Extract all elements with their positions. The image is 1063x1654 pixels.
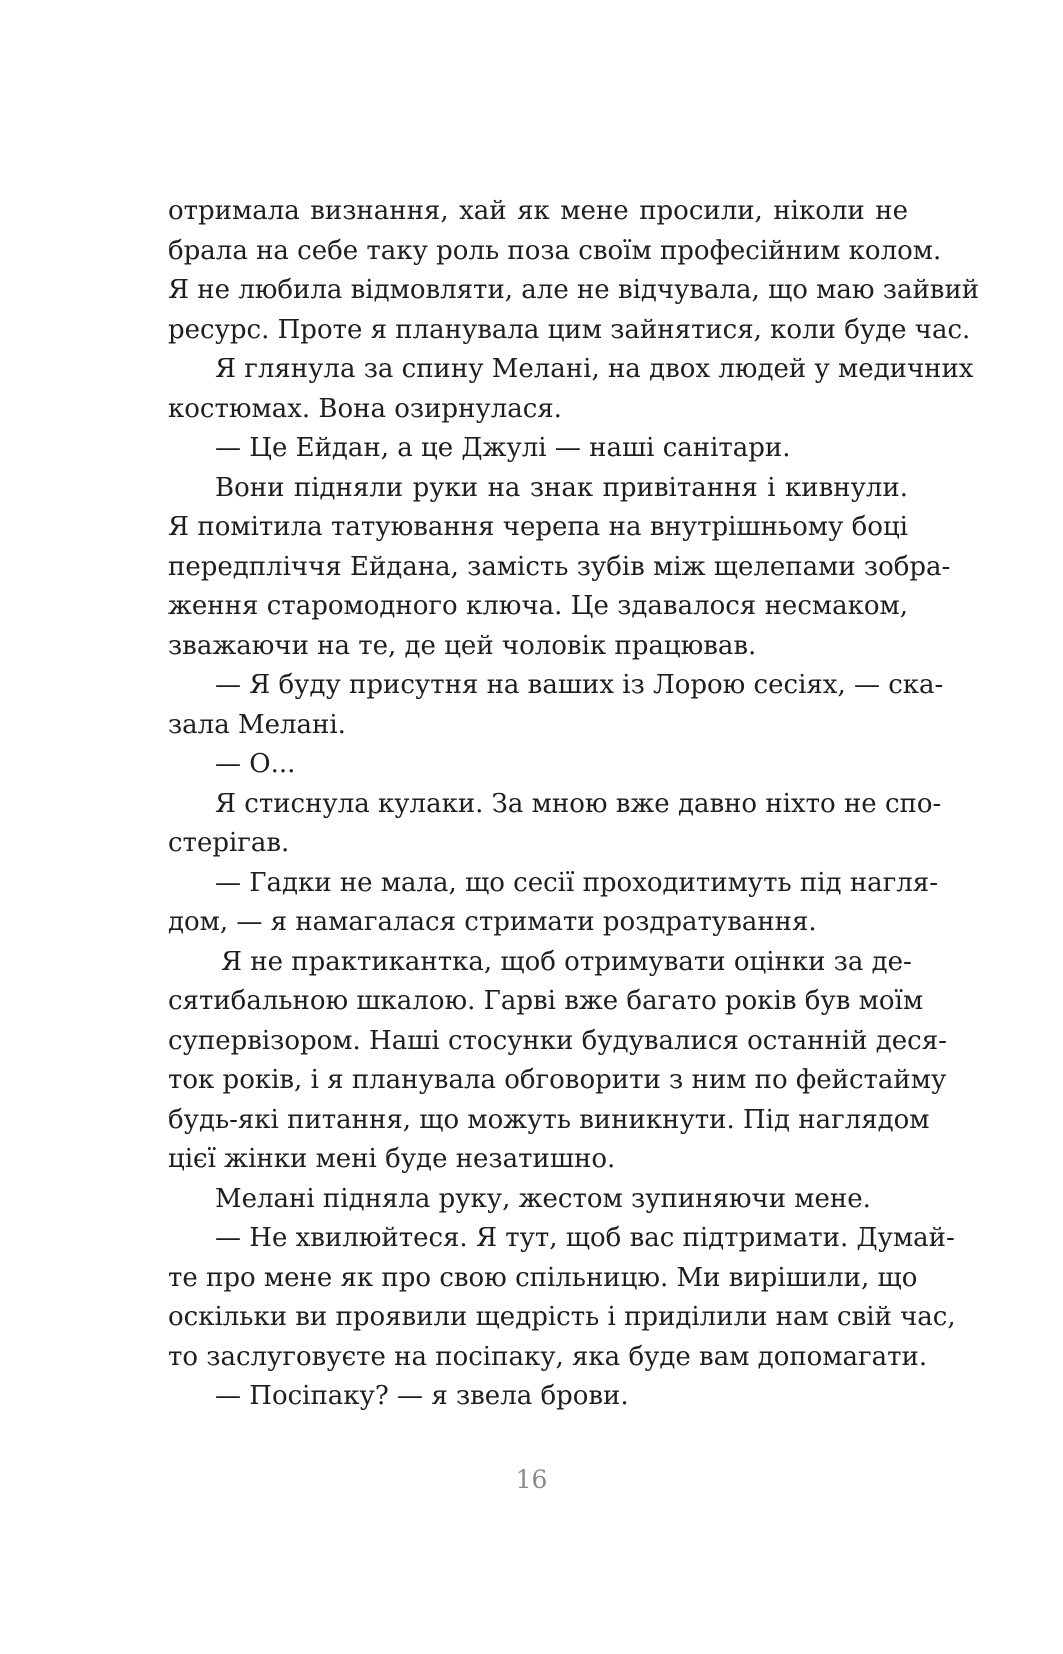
text-line: сятибальною шкалою. Гарві вже багато років був моїм [168,986,924,1016]
text-line: те про мене як про свою спільницю. Ми вирішили, що [168,1262,918,1293]
page-number: 16 [515,1465,548,1494]
text-line: ження старомодного ключа. Це здавалося несмаком, [168,591,908,621]
text-line: ток років, і я планувала обговорити з ним по фейстайму [168,1065,947,1095]
text-line: будь-які питання, що можуть виникнути. Під наглядом [168,1104,930,1135]
text-line: — Це Ейдан, а це Джулі — наші санітари. [215,433,791,463]
text-line: Я не любила відмовляти, але не відчувала, що маю зайвий [168,275,980,305]
text-line: стерігав. [168,828,290,858]
text-line: ресурс. Проте я планувала цим зайнятися, коли буде час. [168,314,971,345]
text-line: то заслуговуєте на посіпаку, яка буде вам допомагати. [168,1341,928,1372]
text-line: костюмах. Вона озирнулася. [168,393,562,424]
text-line: Я стиснула кулаки. За мною вже давно ніхто не спо- [215,788,942,819]
text-line: Мелані підняла руку, жестом зупиняючи мене. [215,1183,871,1214]
text-line: передпліччя Ейдана, замість зубів між щелепами зобра- [168,551,951,582]
text-line: цієї жінки мені буде незатишно. [168,1144,616,1174]
text-line: — Посіпаку? — я звела брови. [215,1381,629,1411]
text-line: зала Мелані. [168,709,346,740]
text-line: Вони підняли руки на знак привітання і кивнули. [215,472,908,503]
text-line: — Я буду присутня на ваших із Лорою сесіях, — ска- [215,670,944,700]
text-line: — Гадки не мала, що сесії проходитимуть під нагля- [215,867,938,898]
text-line: — О... [215,749,296,779]
text-line: отримала визнання, хай як мене просили, ніколи не [168,196,908,226]
text-line: брала на себе таку роль поза своїм професійним колом. [168,235,942,266]
text-line: Я не практикантка, щоб отримувати оцінки за де- [221,946,912,977]
text-line: — Не хвилюйтеся. Я тут, щоб вас підтримати. Думай- [215,1223,955,1253]
text-line: супервізором. Наші стосунки будувалися останній деся- [168,1025,947,1056]
text-line: Я помітила татуювання черепа на внутрішньому боці [168,512,908,542]
text-line: оскільки ви проявили щедрість і приділили нам свій час, [168,1302,956,1332]
body-text [168,192,980,1417]
text-line: зважаючи на те, де цей чоловік працював. [168,630,757,661]
text-line: дом, — я намагалася стримати роздратування. [168,907,817,937]
text-line: Я глянула за спину Мелані, на двох людей у медичних [215,354,974,384]
